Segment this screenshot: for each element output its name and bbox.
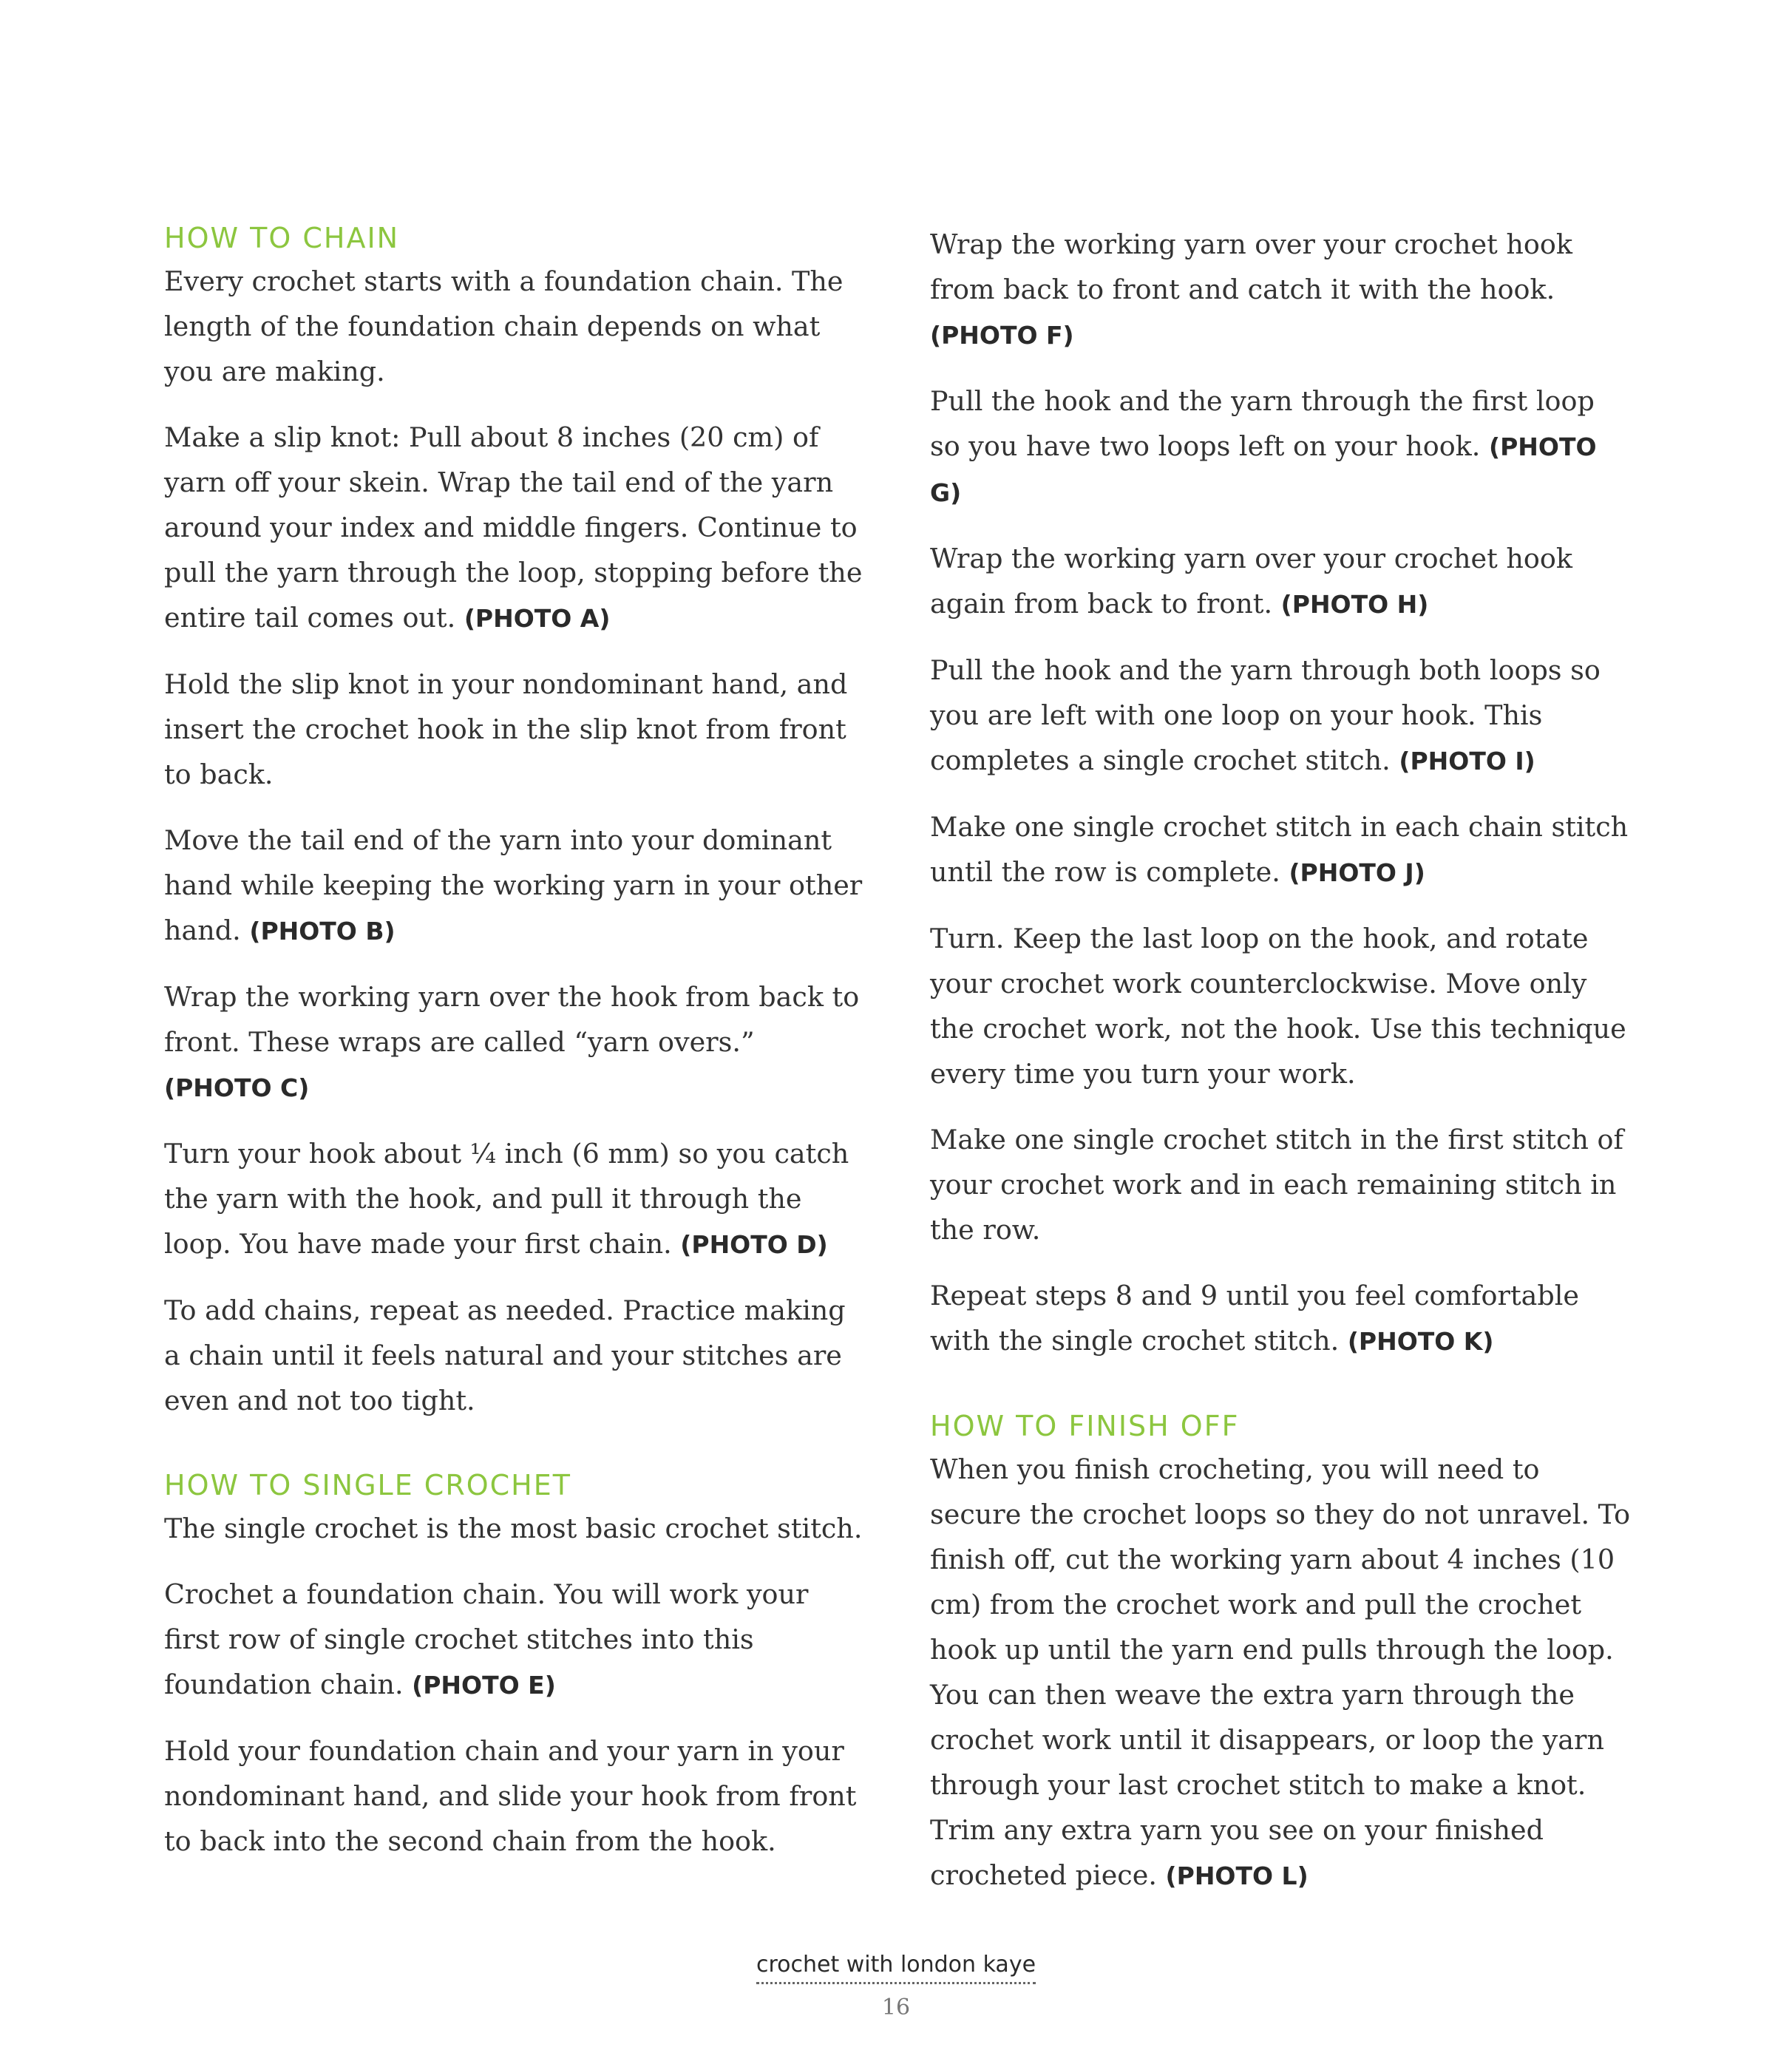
turn-paragraph xyxy=(930,916,1632,1096)
photo-g-reference: (PHOTO G) xyxy=(930,432,1597,507)
add-chains-paragraph xyxy=(164,1288,866,1423)
photo-a-reference: (PHOTO A) xyxy=(464,604,611,633)
turn-text: Turn. Keep the last loop on the hook, and rotate your crochet work counterclockwise. Move only the crochet work, not the hook. Use this technique every time you turn your work. xyxy=(930,923,1626,1090)
foundation-text: Crochet a foundation chain. You will work your first row of single crochet stitches into this foundation chain. xyxy=(164,1578,809,1700)
hold-foundation-paragraph xyxy=(164,1728,866,1864)
book-title: crochet with london kaye xyxy=(756,1952,1036,1984)
single-intro-text: The single crochet is the most basic crochet stitch. xyxy=(164,1513,863,1544)
photo-j-reference: (PHOTO J) xyxy=(1289,858,1425,887)
add-chains-text: To add chains, repeat as needed. Practice making a chain until it feels natural and your stitches are even and not too tight. xyxy=(164,1294,846,1416)
move-tail-text: Move the tail end of the yarn into your dominant hand while keeping the working yarn in your other hand. xyxy=(164,824,863,946)
photo-i-reference: (PHOTO I) xyxy=(1399,747,1535,775)
wrap-catch-paragraph xyxy=(930,222,1632,358)
how-to-single-crochet-heading: HOW TO SINGLE CROCHET xyxy=(164,1469,571,1501)
hold-slip-knot-paragraph xyxy=(164,662,866,797)
left-column xyxy=(164,222,866,1884)
photo-c-reference: (PHOTO C) xyxy=(164,1073,310,1102)
photo-k-reference: (PHOTO K) xyxy=(1347,1327,1494,1356)
how-to-finish-off-heading: HOW TO FINISH OFF xyxy=(930,1410,1240,1442)
chain-intro-paragraph xyxy=(164,259,866,394)
repeat-text: Repeat steps 8 and 9 until you feel comfortable with the single crochet stitch. xyxy=(930,1280,1580,1357)
photo-b-reference: (PHOTO B) xyxy=(249,917,396,946)
photo-l-reference: (PHOTO L) xyxy=(1165,1861,1309,1890)
hold-slip-knot-text: Hold the slip knot in your nondominant hand, and insert the crochet hook in the slip knot from front to back. xyxy=(164,668,848,790)
wrap-again-paragraph xyxy=(930,536,1632,627)
how-to-chain-heading: HOW TO CHAIN xyxy=(164,222,400,254)
slip-knot-paragraph xyxy=(164,415,866,641)
right-column xyxy=(930,222,1632,1919)
page-footer xyxy=(0,1952,1792,2020)
turn-hook-paragraph xyxy=(164,1131,866,1267)
wrap-yarn-paragraph xyxy=(164,974,866,1110)
each-chain-text: Make one single crochet stitch in each chain stitch until the row is complete. xyxy=(930,811,1629,888)
wrap-again-text: Wrap the working yarn over your crochet hook again from back to front. xyxy=(930,543,1572,620)
pull-both-text: Pull the hook and the yarn through both loops so you are left with one loop on your hook. This completes a single crochet stitch. xyxy=(930,654,1601,776)
pull-both-paragraph xyxy=(930,648,1632,784)
wrap-catch-text: Wrap the working yarn over your crochet hook from back to front and catch it with the hook. xyxy=(930,228,1572,305)
first-stitch-text: Make one single crochet stitch in the first stitch of your crochet work and in each remaining stitch in the row. xyxy=(930,1124,1624,1246)
finish-paragraph xyxy=(930,1447,1632,1898)
each-chain-paragraph xyxy=(930,804,1632,895)
single-intro-paragraph xyxy=(164,1506,866,1551)
chain-intro-text: Every crochet starts with a foundation chain. The length of the foundation chain depends on what you are making. xyxy=(164,265,844,387)
wrap-yarn-text: Wrap the working yarn over the hook from back to front. These wraps are called “yarn overs.” xyxy=(164,981,860,1058)
photo-d-reference: (PHOTO D) xyxy=(680,1230,828,1259)
first-stitch-paragraph xyxy=(930,1117,1632,1252)
foundation-paragraph xyxy=(164,1572,866,1708)
slip-knot-text: Make a slip knot: Pull about 8 inches (20 cm) of yarn off your skein. Wrap the tail end of the yarn around your index and middle fingers. Continue to pull the yarn through the loop, stopping before the entire tail comes out. xyxy=(164,421,863,634)
pull-first-paragraph xyxy=(930,379,1632,515)
photo-f-reference: (PHOTO F) xyxy=(930,321,1074,350)
finish-text: When you finish crocheting, you will need to secure the crochet loops so they do not unravel. To finish off, cut the working yarn about 4 inches (10 cm) from the crochet work and pull the crochet hook up until the yarn end pulls through the loop. You can then weave the extra yarn through the crochet work until it disappears, or loop the yarn through your last crochet stitch to make a knot. Trim any extra yarn you see on your finished crocheted piece. xyxy=(930,1453,1631,1891)
hold-foundation-text: Hold your foundation chain and your yarn in your nondominant hand, and slide your hook from front to back into the second chain from the hook. xyxy=(164,1735,857,1857)
turn-hook-text: Turn your hook about ¼ inch (6 mm) so you catch the yarn with the hook, and pull it through the loop. You have made your first chain. xyxy=(164,1138,849,1260)
photo-h-reference: (PHOTO H) xyxy=(1280,590,1429,619)
photo-e-reference: (PHOTO E) xyxy=(412,1671,556,1700)
move-tail-paragraph xyxy=(164,818,866,954)
repeat-paragraph xyxy=(930,1273,1632,1364)
pull-first-text: Pull the hook and the yarn through the first loop so you have two loops left on your hook. xyxy=(930,385,1595,462)
page-number: 16 xyxy=(881,1995,911,2020)
